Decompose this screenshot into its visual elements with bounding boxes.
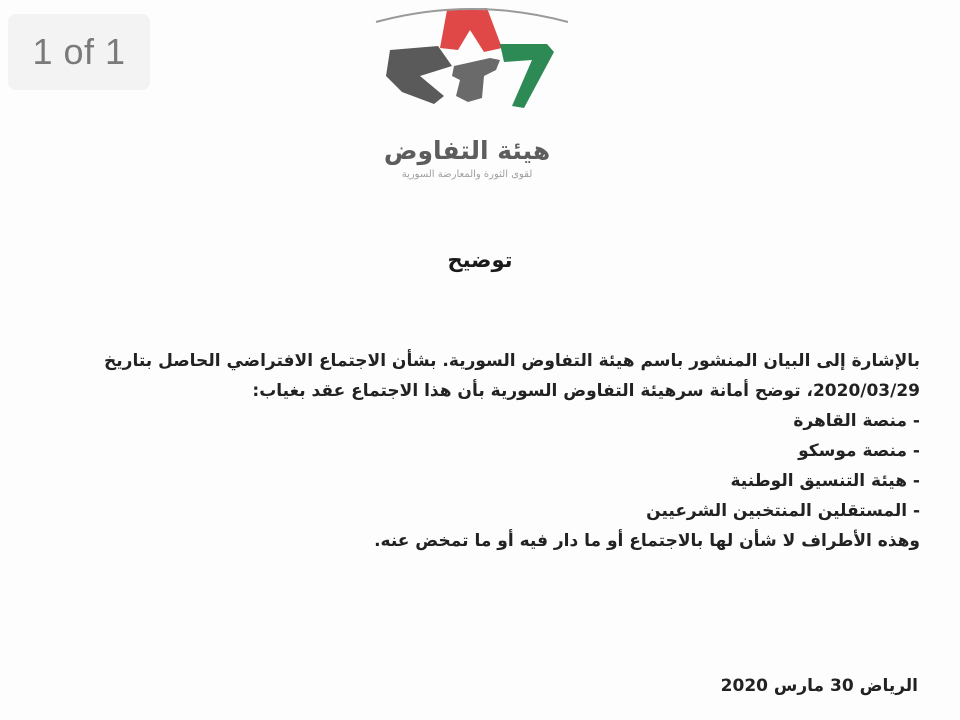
place-and-date: الرياض 30 مارس 2020 [720,676,918,696]
list-item: - منصة القاهرة [793,411,920,431]
closing-statement: وهذه الأطراف لا شأن لها بالاجتماع أو ما دار فيه أو ما تمخض عنه. [374,531,920,551]
logo-arc-divider [372,0,572,30]
paragraph-line: 2020/03/29، توضح أمانة سرهيئة التفاوض السورية بأن هذا الاجتماع عقد بغياب: [252,381,920,401]
document-body [104,346,920,556]
list-item: - منصة موسكو [798,441,920,461]
paragraph-line: بالإشارة إلى البيان المنشور باسم هيئة التفاوض السورية. بشأن الاجتماع الافتراضي الحاصل بتاريخ [104,351,920,371]
logo-title: هيئة التفاوض [383,136,551,165]
page-counter [8,14,150,90]
page-counter-label: 1 of 1 [32,31,126,72]
list-item: - هيئة التنسيق الوطنية [730,471,920,491]
organization-logo [372,0,572,190]
list-item: - المستقلين المنتخبين الشرعيين [646,501,920,521]
document-title: توضيح [447,248,513,272]
logo-subtitle: لقوى الثورة والمعارضة السورية [401,169,533,180]
